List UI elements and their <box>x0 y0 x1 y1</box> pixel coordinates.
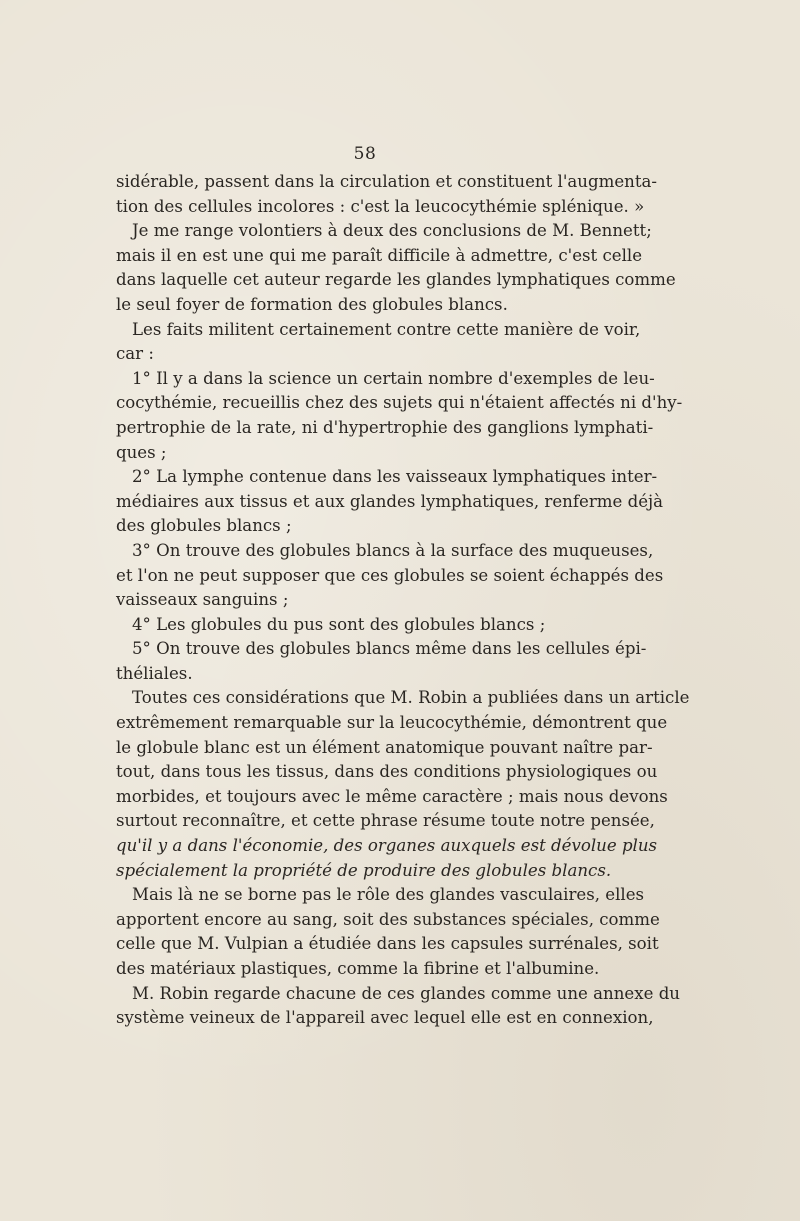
text-line: Mais là ne se borne pas le rôle des glandes vasculaires, elles <box>132 885 645 905</box>
text-line: celle que M. Vulpian a étudiée dans les capsules surrénales, soit <box>116 934 659 954</box>
text-line: sidérable, passent dans la circulation et constituent l'augmenta- <box>116 172 658 191</box>
text-line: médiaires aux tissus et aux glandes lymphatiques, renferme déjà <box>116 491 664 511</box>
text-line: tion des cellules incolores : c'est la leucocythémie splénique. » <box>116 196 645 216</box>
text-line: qu'il y a dans l'économie, des organes auxquels est dévolue plus <box>116 836 658 856</box>
text-line: 5° On trouve des globules blancs même dans les cellules épi- <box>132 639 647 659</box>
text-line: le seul foyer de formation des globules blancs. <box>116 294 508 314</box>
text-line: tout, dans tous les tissus, dans des conditions physiologiques ou <box>116 762 658 782</box>
body-text <box>116 170 690 1031</box>
text-line: ques ; <box>116 442 167 462</box>
text-line: morbides, et toujours avec le même caractère ; mais nous devons <box>116 786 668 806</box>
text-line: Les faits militent certainement contre cette manière de voir, <box>132 319 641 339</box>
text-line: 2° La lymphe contenue dans les vaisseaux lymphatiques inter- <box>132 467 658 487</box>
text-line: 4° Les globules du pus sont des globules blancs ; <box>132 614 546 634</box>
text-line: mais il en est une qui me paraît difficile à admettre, c'est celle <box>116 245 643 265</box>
text-line: et l'on ne peut supposer que ces globules se soient échappés des <box>116 565 664 585</box>
text-line: spécialement la propriété de produire des globules blancs. <box>116 860 612 880</box>
text-line: car : <box>116 344 154 364</box>
text-line: 3° On trouve des globules blancs à la surface des muqueuses, <box>132 540 654 560</box>
text-line: théliales. <box>116 663 193 683</box>
text-line: Toutes ces considérations que M. Robin a publiées dans un article <box>132 688 690 708</box>
text-line: vaisseaux sanguins ; <box>116 590 289 610</box>
text-line: extrêmement remarquable sur la leucocythémie, démontrent que <box>116 713 668 733</box>
text-line: surtout reconnaître, et cette phrase résume toute notre pensée, <box>116 811 655 831</box>
text-line: apportent encore au sang, soit des substances spéciales, comme <box>116 909 660 929</box>
text-line: M. Robin regarde chacune de ces glandes comme une annexe du <box>132 983 680 1003</box>
text-line: 1° Il y a dans la science un certain nombre d'exemples de leu- <box>132 368 655 388</box>
text-line: des matériaux plastiques, comme la fibrine et l'albumine. <box>116 959 600 978</box>
text-line: Je me range volontiers à deux des conclusions de M. Bennett; <box>132 221 652 241</box>
text-line: système veineux de l'appareil avec lequel elle est en connexion, <box>116 1008 654 1028</box>
text-line: des globules blancs ; <box>116 516 292 536</box>
text-line: le globule blanc est un élément anatomique pouvant naître par- <box>116 737 653 757</box>
text-line: pertrophie de la rate, ni d'hypertrophie des ganglions lymphati- <box>116 417 654 437</box>
text-line: dans laquelle cet auteur regarde les glandes lymphatiques comme <box>116 270 676 290</box>
page-number: 58 <box>353 144 377 164</box>
text-line: cocythémie, recueillis chez des sujets qui n'étaient affectés ni d'hy- <box>116 393 683 413</box>
